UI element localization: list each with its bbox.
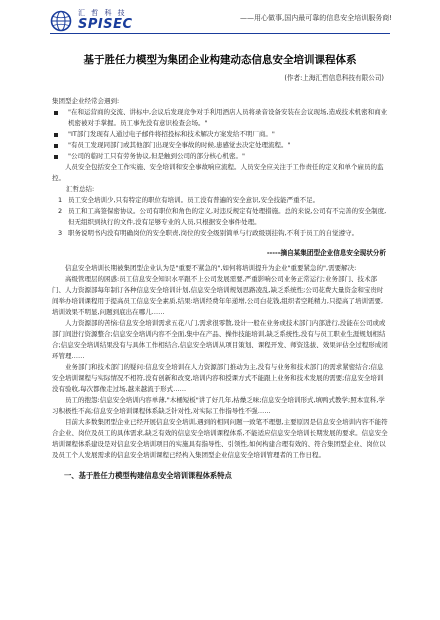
square-bullet-icon [54, 133, 58, 137]
header-divider [50, 33, 390, 34]
intro-paragraph: 人员安全包括安全工作实施、安全培训和安全事故响应流程。人员安全应关注于工作责任的定义和单个雇员的监控。 [52, 163, 384, 182]
document-title: 基于胜任力模型为集团企业构建动态信息安全培训课程体系 [83, 54, 357, 66]
page-header [0, 0, 440, 42]
list-item: 1 员工安全培训少,只有特定的职位有培训。员工没有普遍的安全意识,安全技能严重不足。 [58, 196, 320, 204]
body-paragraph: 业务部门和技术部门的疑问:信息安全培训在人力资源部门推动为主,没有与业务和技术部门的需求紧密结合;信息安全培训课程与实际情况不相符,没有创新和改变,培训内容和授课方式不能跟上业务和技术发展的需要;信息安全培训没有验收,每次都像走过场,越来越流于形式…… [52, 363, 384, 393]
body-paragraph: 目前大多数集团型企业已经开展信息安全培训,遇到的相同问题一致笔不理想,主要原因是信息安全培训内容不能符合企业、岗位及员工的具体需求,缺乏有效的信息安全培训课程体系,不能适应信息安全培训长期发展的要求。信息安全培训课程体系建设是对信息安全培训项目的实施具有指导性、引领性,如何构建合理有效的、符合集团型企业、岗位以及员工个人发展需求的信息安全培训课程已经构入集团型企业信息安全培训管理者的工作日程。 [52, 418, 388, 459]
list-item: "公司的临时工只有劳务协议,但是触到公司的部分核心机密。" [52, 151, 388, 162]
intro-bullet-list [52, 107, 388, 162]
list-item: 3 职务说明书内没有明确岗位的安全职责,岗位的安全级别简单与行政级别挂钩,不利于员工的自觉遵守。 [58, 229, 359, 237]
square-bullet-icon [54, 111, 58, 115]
document-author: (作者:上海汇哲信息科技有限公司) [284, 74, 384, 82]
square-bullet-icon [54, 155, 58, 159]
document-body [52, 44, 388, 481]
list-item: "有员工发现同部门或其他部门出现安全事故的时候,患感觉去决定处理流程。" [52, 140, 388, 151]
source-attribution: -----摘自某集团型企业信息安全现状分析 [266, 249, 386, 257]
summary-label: 汇哲总结: [66, 185, 95, 193]
list-item: 2 员工和工高签保密协议。公司有职位和角色的定义,对违反规定有处理措施。总的来说,公司有不完善的安全制度,但无组织到执行的文件,没有足够专业的人员,只根据安全事件处理。 [58, 207, 387, 226]
globe-logo-icon [50, 10, 72, 32]
intro-label: 集团型企业经常会遇到: [52, 97, 120, 105]
body-paragraph: 信息安全培训长期被集团型企业认为是"重要不紧急的",如何将培训提升为企业"重要紧急的",需要解决: [65, 264, 357, 272]
logo-english-text: SPISEC [78, 17, 133, 32]
list-item: "在和运营商的交流、讲标中,会议后发现竞争对手利用酒店人员将录音设备安装在会议现场,造成技术机密和商业机密被对手掌握。员工事先没有意识检查会场。" [52, 107, 388, 129]
square-bullet-icon [54, 144, 58, 148]
logo-chinese-text: 汇 哲 科 技 [78, 9, 127, 17]
list-item: "IT部门发现有人通过电子邮件将招投标和技术解决方案发给不明厂商。" [52, 129, 388, 140]
summary-numbered-list [52, 195, 388, 239]
header-slogan: ——用心做事,国内最可靠的信息安全培训服务商! [239, 14, 392, 22]
body-paragraph: 人力资源部的苦恼:信息安全培训需求五花八门,需求很零散,设计一般在业务或技术部门内部进行,没能在公司或或部门间进行资源整合;信息安全培训内容不全面,集中在产品、操作技能培训,缺乏系统性,没有与员工职业生涯规划相结合;信息安全培训结果没有与具体工作相结合,信息安全培训从项目策划、课程开发、师资选拔、效果评估全过程形成闭环管理…… [52, 319, 388, 360]
body-paragraph: 员工的抱怨:信息安全培训内容单薄,"木桶短板"讲了好几年,枯燥乏味;信息安全培训形式,填鸭式教学;照本宣科,学习积极性不高;信息安全培训课程体系缺乏针对性,对实际工作指导性不强…… [52, 396, 385, 415]
section-heading: 一、基于胜任力模型构建信息安全培训课程体系特点 [64, 471, 232, 480]
body-paragraph: 高级管理层的困惑:员工信息安全知识水平跟不上公司发展需要,严重影响公司业务正常运行;业务部门、技术部门、人力资源部每年制订各种信息安全培训计划,信息安全培训规划思路凌乱,缺乏系统性;公司花费大量资金和宝贵时间举办培训课程用于提高员工信息安全素质,结果:培训经费年年递增,公司白花钱,组织者空耗精力,只提高了培训需要,培训效果不明显,问题到底出在哪儿…… [52, 275, 384, 316]
company-logo [50, 8, 140, 36]
